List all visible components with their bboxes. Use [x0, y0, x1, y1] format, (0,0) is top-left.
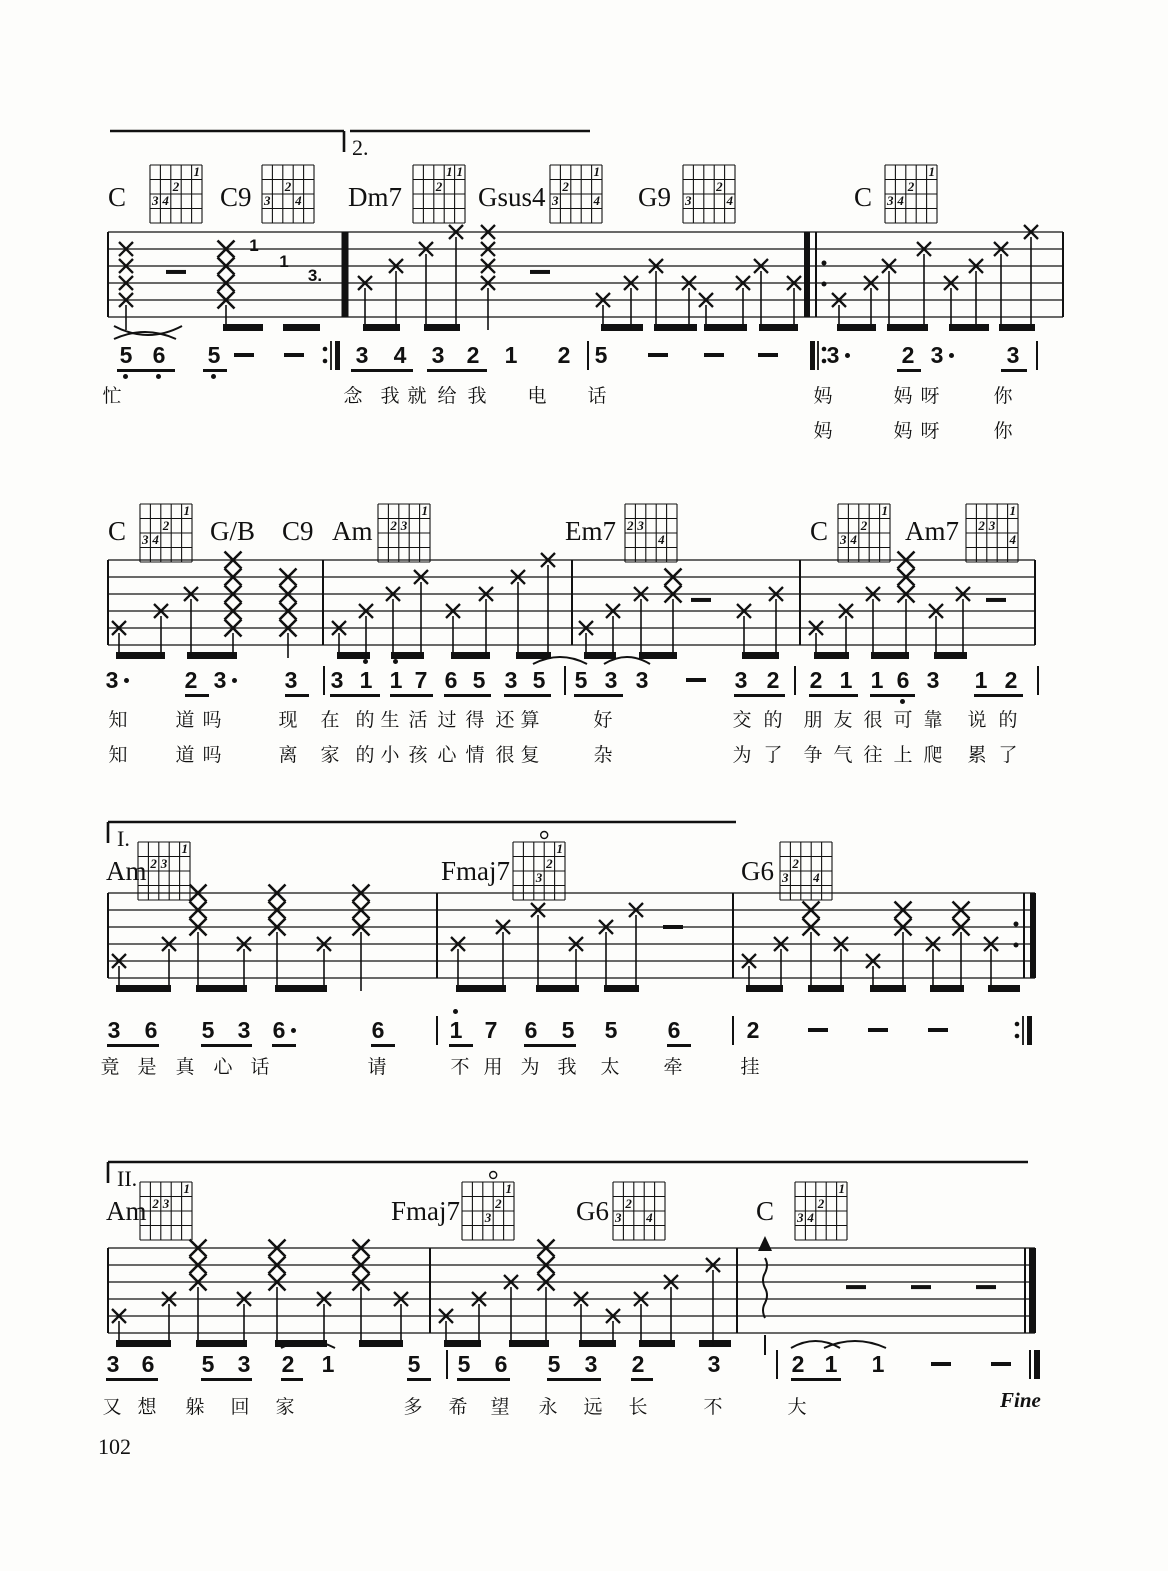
lyric-char: 气	[833, 744, 853, 766]
lyric-char: 道	[175, 709, 195, 731]
lyric-char: 太	[600, 1056, 620, 1078]
jianpu-token: 2	[557, 342, 571, 368]
finger-number: 3	[796, 1210, 804, 1226]
lyric-char: 念	[343, 385, 363, 407]
finger-number: 2	[817, 1195, 825, 1211]
chord-label: C	[108, 182, 127, 212]
jianpu-underline	[791, 1378, 841, 1381]
jianpu-token: 1	[359, 667, 373, 693]
lyric-char: 想	[137, 1396, 157, 1418]
jianpu-token: 3	[826, 342, 840, 368]
finger-number: 2	[162, 517, 170, 533]
lyric-char: 忙	[102, 385, 122, 407]
chord-label: C	[756, 1196, 775, 1226]
jianpu-underline	[574, 694, 623, 697]
lyric-char: 为	[732, 744, 752, 766]
jianpu-underline	[107, 1044, 159, 1047]
lyric-char: 的	[763, 709, 783, 731]
finger-number: 3	[886, 193, 894, 209]
jianpu-token: 3	[504, 667, 518, 693]
finger-number: 4	[1009, 532, 1017, 548]
finger-number: 4	[162, 193, 169, 209]
jianpu-underline	[870, 694, 915, 697]
duration-dot	[291, 1028, 296, 1033]
lyric-char: 望	[490, 1396, 510, 1418]
finger-number: 3	[162, 1195, 170, 1211]
jianpu-token: 6	[144, 1017, 158, 1043]
jianpu-dash	[868, 1028, 888, 1032]
jianpu-underline	[809, 694, 858, 697]
jianpu-token: 4	[393, 342, 407, 368]
jianpu-token: 3	[355, 342, 369, 368]
jianpu-underline	[524, 1044, 576, 1047]
finger-number: 1	[838, 1181, 846, 1197]
jianpu-dash	[686, 678, 706, 682]
lyric-char: 了	[763, 744, 783, 766]
lyric-char: 不	[450, 1056, 470, 1078]
jianpu-underline	[201, 1044, 252, 1047]
lyric-char: 心	[437, 744, 457, 766]
lyric-char: 躲	[185, 1396, 205, 1418]
finger-number: 1	[193, 164, 201, 180]
jianpu-token: 5	[119, 342, 133, 368]
jianpu-token: 3	[635, 667, 649, 693]
jianpu-dash	[758, 353, 778, 357]
chord-label: Em7	[565, 516, 616, 546]
finger-number: 1	[421, 503, 429, 519]
finger-number: 1	[593, 164, 601, 180]
jianpu-underline	[457, 1378, 510, 1381]
lyric-char: 妈	[893, 385, 913, 407]
jianpu-token: 2	[901, 342, 915, 368]
finger-number: 1	[556, 841, 564, 857]
finger-number: 3	[400, 517, 408, 533]
lyric-char: 呀	[920, 420, 940, 442]
octave-dot-below	[156, 374, 161, 379]
lyric-char: 我	[557, 1056, 577, 1078]
chord-label: C	[810, 516, 829, 546]
lyric-char: 是	[137, 1056, 157, 1078]
lyric-char: 好	[593, 709, 613, 731]
finger-number: 4	[726, 193, 734, 209]
finger-number: 1	[1009, 503, 1017, 519]
octave-dot-above	[453, 1009, 458, 1014]
jianpu-token: 6	[524, 1017, 538, 1043]
lyric-char: 真	[175, 1056, 195, 1078]
lyric-char: 道	[175, 744, 195, 766]
jianpu-underline	[547, 1378, 601, 1381]
duration-dot	[232, 678, 237, 683]
chord-label: C	[108, 516, 127, 546]
jianpu-token: 1	[824, 1351, 838, 1377]
tab-fret-number: 1	[279, 251, 289, 271]
finger-number: 4	[658, 532, 665, 548]
finger-number: 4	[813, 870, 820, 886]
jianpu-token: 3	[237, 1351, 251, 1377]
jianpu-token: 3	[926, 667, 940, 693]
jianpu-underline	[974, 694, 1023, 697]
jianpu-dash	[991, 1362, 1011, 1366]
lyric-char: 过	[437, 709, 457, 731]
lyric-char: 的	[355, 744, 375, 766]
jianpu-dash	[704, 353, 724, 357]
jianpu-token: 5	[604, 1017, 618, 1043]
jianpu-underline	[371, 1044, 395, 1047]
lyric-char: 家	[320, 744, 340, 766]
tab-fret-number: 3.	[307, 266, 323, 286]
lyric-char: 算	[520, 709, 540, 731]
finger-number: 4	[593, 193, 601, 209]
chord-label: Fmaj7	[441, 856, 511, 886]
jianpu-underline	[106, 1378, 158, 1381]
jianpu-token: 6	[494, 1351, 508, 1377]
lyric-char: 的	[998, 709, 1018, 731]
jianpu-token: 3	[584, 1351, 598, 1377]
lyric-char: 话	[587, 385, 607, 407]
volta-label: I.	[117, 826, 130, 851]
jianpu-token: 3	[284, 667, 298, 693]
jianpu-token: 1	[871, 1351, 885, 1377]
jianpu-underline	[1001, 369, 1027, 372]
lyric-char: 交	[732, 709, 752, 731]
finger-number: 3	[781, 870, 789, 886]
jianpu-token: 5	[457, 1351, 471, 1377]
lyric-char: 为	[520, 1056, 540, 1078]
jianpu-token: 5	[574, 667, 588, 693]
finger-number: 3	[160, 855, 168, 871]
lyric-char: 用	[483, 1056, 503, 1078]
finger-number: 2	[562, 178, 569, 194]
chord-label: G/B	[210, 516, 256, 546]
finger-number: 2	[284, 178, 292, 194]
lyric-char: 回	[230, 1396, 250, 1418]
octave-dot-below	[211, 374, 216, 379]
lyric-char: 生	[380, 709, 400, 731]
lyric-char: 说	[967, 709, 987, 731]
tab-fret-number: 1	[249, 236, 259, 256]
jianpu-token: 3	[105, 667, 119, 693]
page-number: 102	[98, 1434, 131, 1459]
volta-label: 2.	[352, 135, 369, 160]
finger-number: 4	[850, 532, 857, 548]
jianpu-underline	[330, 694, 380, 697]
finger-number: 4	[152, 532, 159, 548]
jianpu-underline	[734, 694, 785, 697]
lyric-char: 呀	[920, 385, 940, 407]
lyric-char: 远	[583, 1396, 603, 1418]
lyric-char: 牵	[663, 1056, 683, 1078]
chord-label: G6	[741, 856, 774, 886]
finger-number: 2	[907, 178, 915, 194]
jianpu-token: 2	[281, 1351, 295, 1377]
finger-number: 1	[456, 164, 464, 180]
lyric-char: 又	[102, 1396, 122, 1418]
jianpu-token: 5	[472, 667, 486, 693]
jianpu-token: 1	[321, 1351, 335, 1377]
finger-number: 2	[435, 178, 443, 194]
jianpu-underline	[351, 369, 413, 372]
chord-label: Am	[106, 856, 147, 886]
lyric-char: 妈	[893, 420, 913, 442]
lyric-char: 妈	[813, 420, 833, 442]
finger-number: 2	[390, 517, 397, 533]
lyric-char: 友	[833, 709, 853, 731]
jianpu-dash	[931, 1362, 951, 1366]
jianpu-underline	[117, 369, 175, 372]
jianpu-token: 3	[431, 342, 445, 368]
jianpu-underline	[504, 694, 551, 697]
finger-number: 4	[897, 193, 904, 209]
jianpu-token: 7	[414, 667, 428, 693]
lyric-char: 大	[787, 1396, 807, 1418]
jianpu-underline	[281, 1378, 303, 1381]
jianpu-token: 2	[766, 667, 780, 693]
lyric-char: 现	[278, 709, 298, 731]
jianpu-token: 3	[734, 667, 748, 693]
jianpu-token: 6	[272, 1017, 286, 1043]
jianpu-token: 1	[504, 342, 518, 368]
chord-label: C	[854, 182, 873, 212]
jianpu-underline	[407, 1378, 431, 1381]
jianpu-underline	[631, 1378, 653, 1381]
finger-number: 2	[626, 517, 634, 533]
finger-number: 2	[625, 1195, 632, 1211]
lyric-char: 孩	[408, 744, 428, 766]
finger-number: 1	[183, 1181, 191, 1197]
octave-dot-below	[900, 699, 905, 704]
lyric-char: 上	[893, 744, 913, 766]
jianpu-token: 1	[449, 1017, 463, 1043]
jianpu-token: 2	[1004, 667, 1018, 693]
finger-number: 1	[505, 1181, 513, 1197]
finger-number: 1	[181, 841, 189, 857]
jianpu-underline	[667, 1044, 691, 1047]
finger-number: 3	[484, 1210, 492, 1226]
lyric-char: 妈	[813, 385, 833, 407]
lyric-char: 还	[495, 709, 515, 731]
jianpu-token: 6	[667, 1017, 681, 1043]
jianpu-token: 5	[547, 1351, 561, 1377]
chord-label: Dm7	[348, 182, 402, 212]
lyric-char: 杂	[593, 744, 613, 766]
volta-label: II.	[117, 1166, 138, 1191]
jianpu-token: 2	[791, 1351, 805, 1377]
lyric-char: 希	[448, 1396, 468, 1418]
jianpu-token: 1	[839, 667, 853, 693]
finger-number: 2	[172, 178, 180, 194]
lyric-char: 在	[320, 709, 340, 731]
lyric-char: 爬	[923, 744, 943, 766]
lyric-char: 请	[367, 1056, 387, 1078]
lyric-char: 我	[380, 385, 400, 407]
finger-number: 3	[614, 1210, 622, 1226]
lyric-char: 竟	[100, 1056, 120, 1078]
jianpu-token: 5	[201, 1351, 215, 1377]
lyric-char: 给	[437, 385, 457, 407]
duration-dot	[124, 678, 129, 683]
jianpu-token: 3	[237, 1017, 251, 1043]
jianpu-token: 3	[1006, 342, 1020, 368]
jianpu-token: 1	[389, 667, 403, 693]
jianpu-token: 1	[974, 667, 988, 693]
octave-dot-below	[123, 374, 128, 379]
lyric-char: 活	[408, 709, 428, 731]
lyric-char: 靠	[923, 709, 943, 731]
chord-label: Gsus4	[478, 182, 546, 212]
jianpu-dash	[808, 1028, 828, 1032]
finger-number: 4	[646, 1210, 653, 1226]
finger-number: 3	[839, 532, 847, 548]
lyric-char: 不	[703, 1396, 723, 1418]
jianpu-token: 5	[407, 1351, 421, 1377]
jianpu-token: 5	[207, 342, 221, 368]
lyric-char: 了	[998, 744, 1018, 766]
duration-dot	[845, 353, 850, 358]
jianpu-token: 2	[466, 342, 480, 368]
jianpu-dash	[928, 1028, 948, 1032]
lyric-char: 你	[993, 420, 1013, 442]
jianpu-dash	[234, 353, 254, 357]
jianpu-token: 7	[484, 1017, 498, 1043]
jianpu-underline	[390, 694, 433, 697]
jianpu-token: 3	[330, 667, 344, 693]
octave-dot-above	[363, 659, 368, 664]
finger-number: 2	[978, 517, 985, 533]
finger-number: 2	[152, 1195, 159, 1211]
jianpu-token: 6	[444, 667, 458, 693]
jianpu-token: 6	[152, 342, 166, 368]
jianpu-token: 5	[561, 1017, 575, 1043]
lyric-char: 知	[108, 709, 128, 731]
lyric-char: 可	[893, 709, 913, 731]
jianpu-underline	[897, 369, 921, 372]
lyric-char: 话	[250, 1056, 270, 1078]
jianpu-token: 5	[201, 1017, 215, 1043]
lyric-char: 你	[993, 385, 1013, 407]
chord-label: C9	[282, 516, 314, 546]
finger-number: 4	[295, 193, 302, 209]
lyric-char: 电	[527, 385, 547, 407]
jianpu-underline	[201, 1378, 252, 1381]
lyric-char: 很	[495, 744, 515, 766]
lyric-char: 吗	[202, 744, 222, 766]
duration-dot	[949, 353, 954, 358]
lyric-char: 朋	[803, 709, 823, 731]
chord-label: Am7	[905, 516, 959, 546]
chord-label: Fmaj7	[391, 1196, 461, 1226]
jianpu-underline	[185, 694, 209, 697]
chord-label: G9	[638, 182, 671, 212]
finger-number: 3	[551, 193, 559, 209]
chord-label: Am	[332, 516, 373, 546]
lyric-char: 争	[803, 744, 823, 766]
lyric-char: 的	[355, 709, 375, 731]
lyric-char: 累	[967, 744, 987, 766]
finger-number: 1	[928, 164, 936, 180]
finger-number: 3	[141, 532, 149, 548]
finger-number: 2	[495, 1195, 502, 1211]
jianpu-underline	[449, 1044, 473, 1047]
lyric-char: 得	[465, 709, 485, 731]
finger-number: 2	[546, 855, 553, 871]
finger-number: 3	[263, 193, 271, 209]
lyric-char: 知	[108, 744, 128, 766]
lyric-char: 挂	[740, 1056, 760, 1078]
finger-number: 3	[988, 517, 996, 533]
jianpu-token: 2	[746, 1017, 760, 1043]
lyric-char: 多	[403, 1396, 423, 1418]
jianpu-token: 3	[707, 1351, 721, 1377]
finger-number: 1	[881, 503, 889, 519]
lyric-char: 复	[520, 744, 540, 766]
jianpu-token: 6	[896, 667, 910, 693]
jianpu-token: 3	[106, 1351, 120, 1377]
jianpu-underline	[272, 1044, 296, 1047]
lyric-char: 心	[213, 1056, 233, 1078]
jianpu-token: 5	[594, 342, 608, 368]
finger-number: 3	[637, 517, 644, 533]
lyric-char: 我	[467, 385, 487, 407]
finger-number: 2	[860, 517, 868, 533]
lyric-char: 小	[380, 744, 400, 766]
jianpu-underline	[427, 369, 487, 372]
finger-number: 2	[150, 855, 157, 871]
jianpu-token: 3	[107, 1017, 121, 1043]
jianpu-underline	[203, 369, 227, 372]
finger-number: 2	[716, 178, 723, 194]
lyric-char: 永	[538, 1396, 558, 1418]
jianpu-token: 2	[809, 667, 823, 693]
lyric-char: 情	[465, 744, 485, 766]
finger-number: 3	[684, 193, 692, 209]
jianpu-token: 1	[870, 667, 884, 693]
lyric-char: 离	[278, 744, 298, 766]
lyric-char: 往	[863, 744, 883, 766]
jianpu-dash	[284, 353, 304, 357]
fine-label: Fine	[1000, 1388, 1041, 1412]
jianpu-token: 6	[141, 1351, 155, 1377]
chord-label: G6	[576, 1196, 609, 1226]
jianpu-token: 3	[213, 667, 227, 693]
jianpu-token: 2	[631, 1351, 645, 1377]
jianpu-token: 2	[184, 667, 198, 693]
jianpu-dash	[648, 353, 668, 357]
lyric-char: 很	[863, 709, 883, 731]
finger-number: 3	[151, 193, 159, 209]
finger-number: 3	[535, 870, 543, 886]
jianpu-underline	[285, 694, 309, 697]
lyric-char: 家	[275, 1396, 295, 1418]
jianpu-token: 5	[532, 667, 546, 693]
finger-number: 2	[792, 855, 799, 871]
lyric-char: 吗	[202, 709, 222, 731]
lyric-char: 长	[628, 1396, 648, 1418]
finger-number: 4	[807, 1210, 814, 1226]
lyric-char: 就	[407, 385, 427, 407]
jianpu-underline	[444, 694, 491, 697]
jianpu-token: 6	[371, 1017, 385, 1043]
finger-number: 1	[446, 164, 453, 180]
jianpu-token: 3	[930, 342, 944, 368]
octave-dot-above	[393, 659, 398, 664]
jianpu-token: 3	[604, 667, 618, 693]
chord-label: C9	[220, 182, 252, 212]
finger-number: 1	[183, 503, 191, 519]
chord-label: Am	[106, 1196, 147, 1226]
